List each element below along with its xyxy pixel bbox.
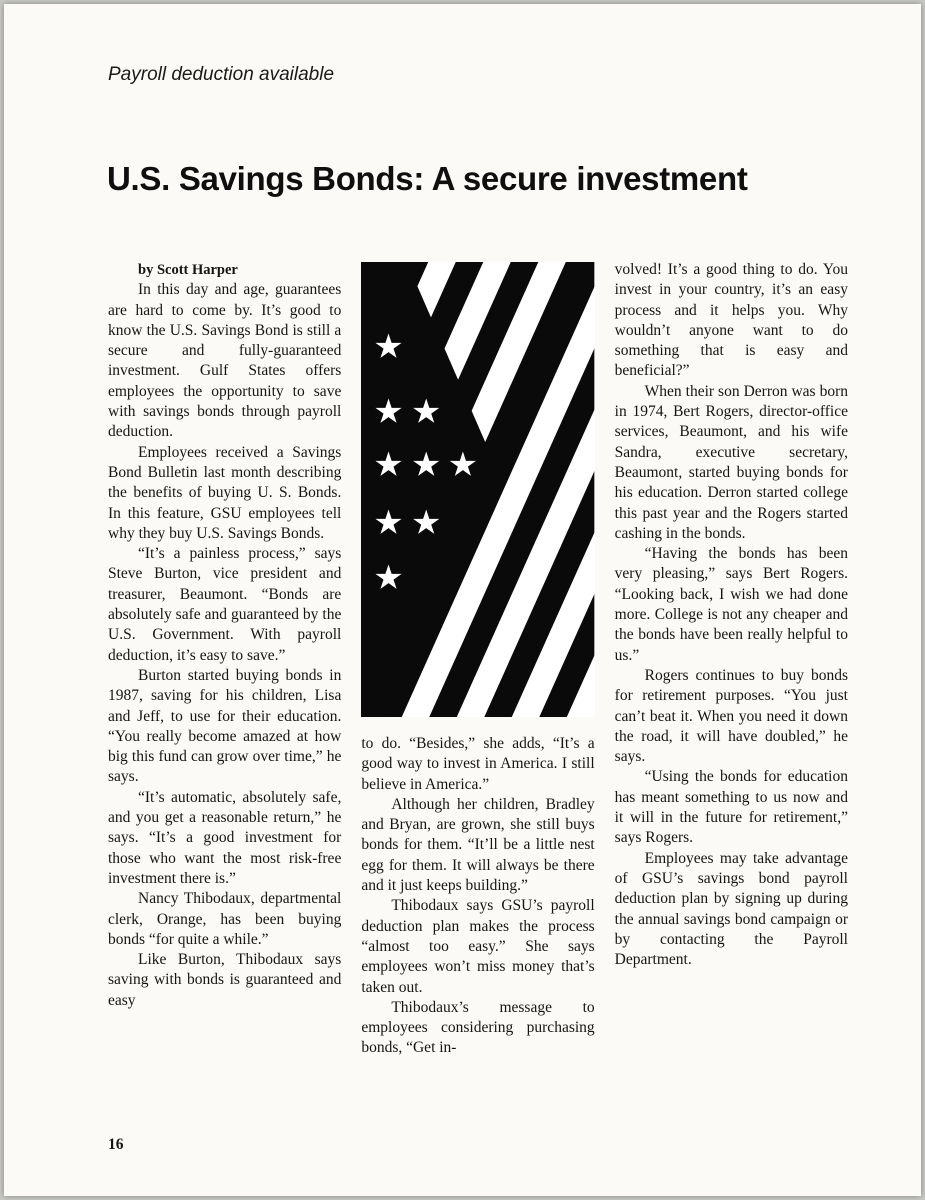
- article-paragraph: “It’s automatic, absolutely safe, and you get a reasonable return,” he says. “It’s a good investment for those who want the most risk-free investment there is.”: [108, 788, 342, 887]
- article-column-3: [615, 260, 848, 1059]
- article-paragraph: Like Burton, Thibodaux says saving with bonds is guaranteed and easy: [108, 951, 342, 1009]
- article-paragraph: Thibodaux says GSU’s payroll deduction plan makes the process “almost too easy.” She says employees won’t miss money that’s taken out.: [361, 897, 595, 996]
- stars-and-stripes-icon: [361, 262, 594, 717]
- article-column-1: [108, 260, 341, 1059]
- article-paragraph: Employees received a Savings Bond Bulletin last month describing the benefits of buying U. S. Bonds. In this feature, GSU employees tell why they buy U.S. Savings Bonds.: [108, 443, 342, 542]
- article-paragraph: Employees may take advantage of GSU’s savings bond payroll deduction plan by signing up during the annual savings bond campaign or by contacting the Payroll Department.: [614, 849, 848, 969]
- byline: by Scott Harper: [138, 262, 238, 278]
- newsletter-page: [4, 4, 921, 1196]
- article-paragraph: Thibodaux’s message to employees considering purchasing bonds, “Get in-: [361, 998, 595, 1057]
- article-paragraph: When their son Derron was born in 1974, Bert Rogers, director-office services, Beaumont, and his wife Sandra, executive secretary, Beaumont, started buying bonds for his education. Derron started college this past year and the Rogers started cashing in the bonds.: [614, 382, 848, 542]
- article-paragraph: Although her children, Bradley and Bryan, are grown, she still buys bonds for them. “It’ll be a little nest egg for them. It will always be there and it just keeps building.”: [361, 795, 595, 895]
- article-paragraph: Rogers continues to buy bonds for retirement purposes. “You just can’t beat it. When you need it down the road, it will have doubled,” he says.: [614, 666, 848, 766]
- article-paragraph: “Using the bonds for education has meant something to us now and it will in the future for retirement,” says Rogers.: [614, 768, 848, 847]
- flag-graphic: [361, 262, 594, 717]
- page-title: U.S. Savings Bonds: A secure investment: [107, 160, 748, 198]
- article-paragraph: “Having the bonds has been very pleasing,” says Bert Rogers. “Looking back, I wish we had done more. College is not any cheaper and the bonds have been really helpful to us.”: [614, 545, 848, 664]
- kicker-text: Payroll deduction available: [108, 64, 335, 85]
- article-paragraph: to do. “Besides,” she adds, “It’s a good way to invest in America. I still believe in America.”: [361, 735, 595, 793]
- page-number: 16: [108, 1136, 124, 1153]
- article-paragraph: volved! It’s a good thing to do. You invest in your country, it’s an easy process and it helps you. Why wouldn’t anyone want to do something that is easy and beneficial?”: [614, 261, 848, 380]
- article-paragraph: “It’s a painless process,” says Steve Burton, vice president and treasurer, Beaumont. “Bonds are absolutely safe and guaranteed by the U.S. Government. With payroll deduction, it’s easy to save.”: [108, 545, 342, 664]
- article-paragraph: In this day and age, guarantees are hard to come by. It’s good to know the U.S. Savings Bond is still a secure and fully-guaranteed investment. Gulf States offers employees the opportunity to save with savings bonds through payroll deduction.: [108, 281, 342, 441]
- article-paragraph: Nancy Thibodaux, departmental clerk, Orange, has been buying bonds “for quite a while.”: [108, 890, 342, 948]
- article-column-2: [361, 260, 594, 1059]
- article-paragraph: Burton started buying bonds in 1987, saving for his children, Lisa and Jeff, to use for their education. “You really become amazed at how big this fund can grow over time,” he says.: [108, 666, 342, 786]
- article-body: [108, 260, 848, 1059]
